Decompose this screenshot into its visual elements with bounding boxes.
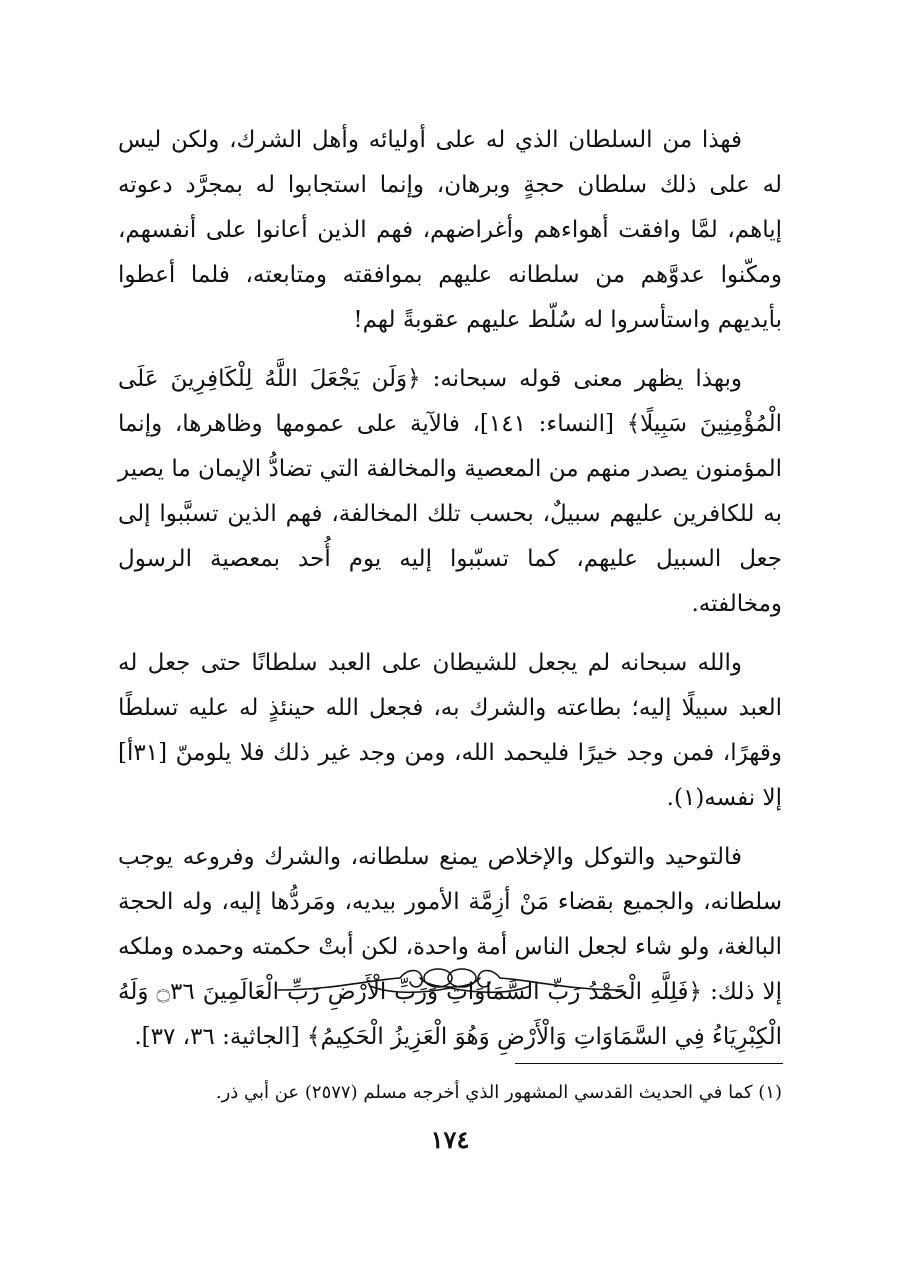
paragraph-4: فالتوحيد والتوكل والإخلاص يمنع سلطانه، والشرك وفروعه يوجب سلطانه، والجميع بقضاء مَنْ أزِمَّة الأمور بيديه، ومَردُّها إليه، وله الحجة البالغة، ولو شاء لجعل الناس أمة واحدة، لكن أبتْ حكمته وحمده وملكه إلا ذلك: ﴿فَلِلَّهِ الْحَمْدُ رَبِّ السَّمَاوَاتِ وَرَبِّ الْأَرْضِ رَبِّ الْعَالَمِينَ ۝٣٦ وَلَهُ الْكِبْرِيَاءُ فِي السَّمَاوَاتِ وَالْأَرْضِ وَهُوَ الْعَزِيزُ الْحَكِيمُ﴾ [الجاثية: ٣٦، ٣٧]. bbox=[118, 844, 782, 1050]
footnote-divider bbox=[515, 1063, 783, 1064]
footnote: (١) كما في الحديث القدسي المشهور الذي أخرجه مسلم (٢٥٧٧) عن أبي ذر. bbox=[215, 1082, 782, 1103]
paragraph-2: وبهذا يظهر معنى قوله سبحانه: ﴿وَلَن يَجْعَلَ اللَّهُ لِلْكَافِرِينَ عَلَى الْمُؤْمِنِينَ سَبِيلًا﴾ [النساء: ١٤١]، فالآية على عمومها وظاهرها، وإنما المؤمنون يصدر منهم من المعصية والمخالفة التي تضادُّ الإيمان ما يصير به للكافرين عليهم سبيلٌ، بحسب تلك المخالفة، فهم الذين تسبَّبوا إلى جعل السبيل عليهم، كما تسبّبوا إليه يوم أُحد بمعصية الرسول ومخالفته. bbox=[118, 366, 782, 617]
main-text bbox=[118, 118, 782, 1074]
paragraph-1: فهذا من السلطان الذي له على أوليائه وأهل الشرك، ولكن ليس له على ذلك سلطان حجةٍ وبرهان، وإنما استجابوا له بمجرَّد دعوته إياهم، لمَّا وافقت أهواءهم وأغراضهم، فهم الذين أعانوا على أنفسهم، ومكّنوا عدوَّهم من سلطانه عليهم بموافقته ومتابعته، فلما أعطوا بأيديهم واستأسروا له سُلّط عليهم عقوبةً لهم! bbox=[118, 127, 782, 333]
page-number: ١٧٤ bbox=[430, 1125, 470, 1154]
paragraph-3: والله سبحانه لم يجعل للشيطان على العبد سلطانًا حتى جعل له العبد سبيلًا إليه؛ بطاعته والشرك به، فجعل الله حينئذٍ له عليه تسلطًا وقهرًا، فمن وجد خيرًا فليحمد الله، ومن وجد غير ذلك فلا يلومنّ [٣١أ] إلا نفسه(١). bbox=[118, 650, 782, 811]
decorative-swirl-divider-icon bbox=[270, 960, 630, 1004]
